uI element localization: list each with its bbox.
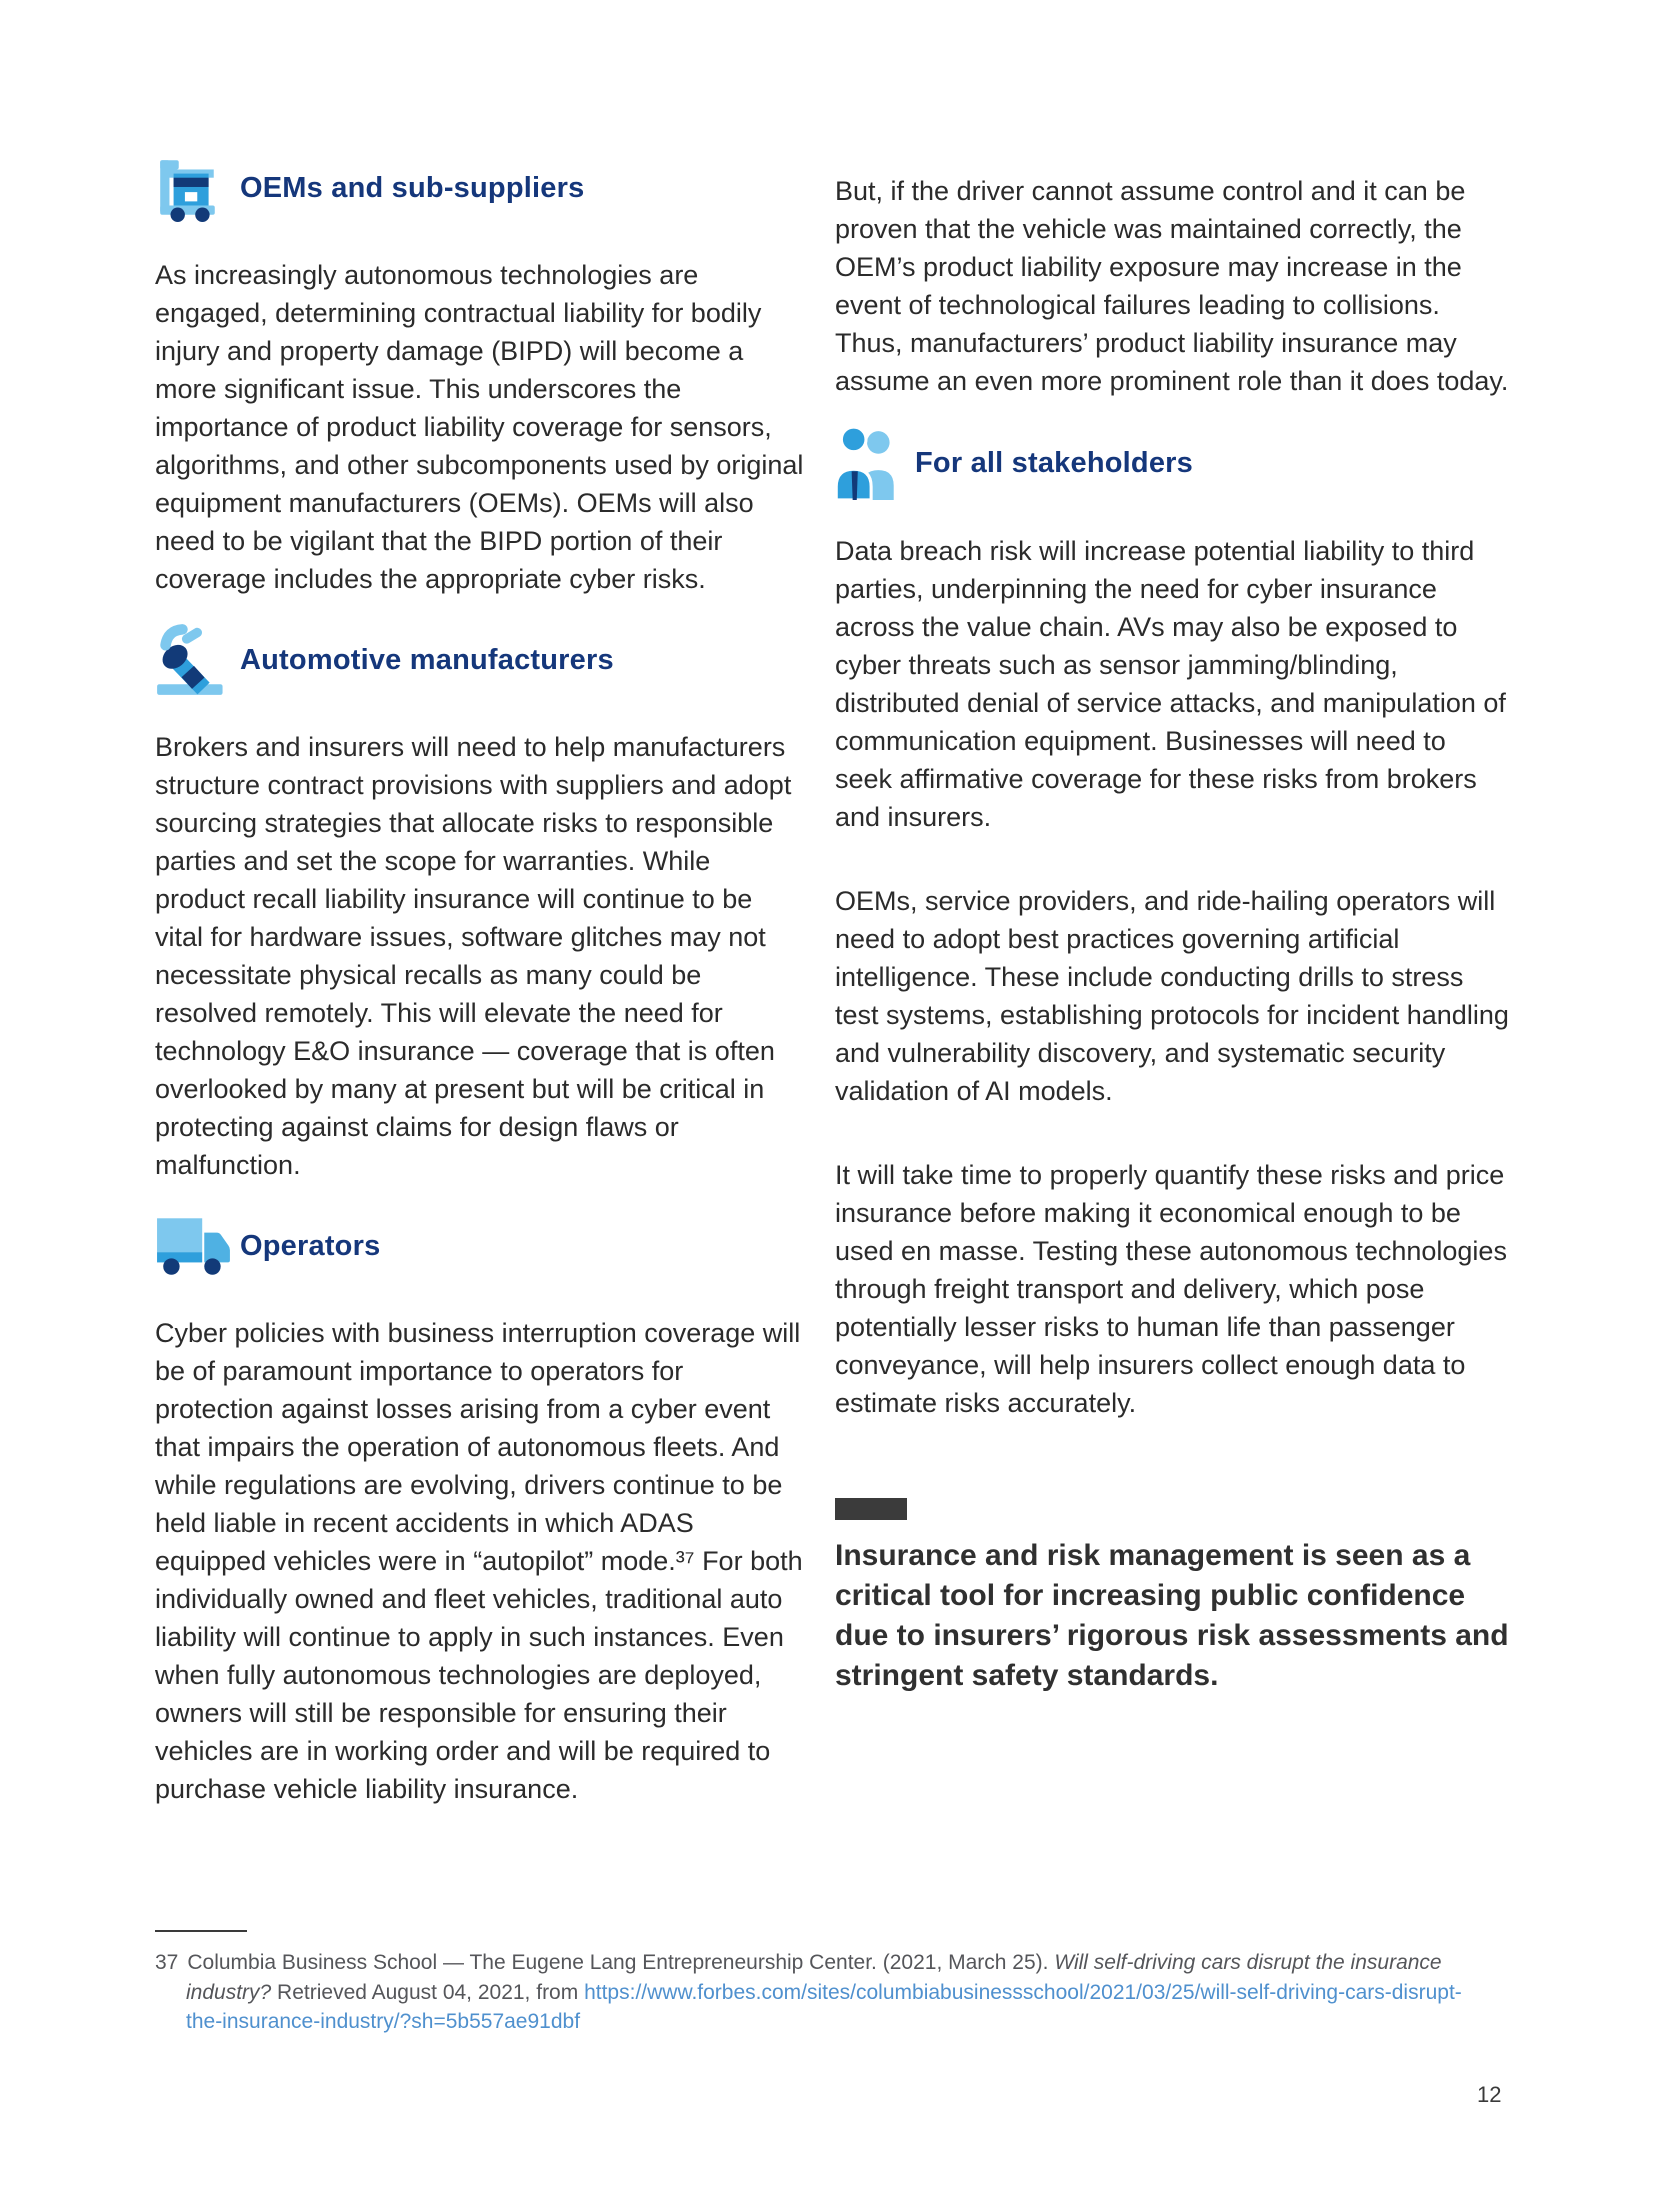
paragraph: Data breach risk will increase potential liability to third parties, underpinning the need for cyber insurance across the value chain. AVs may also be exposed to cyber threats such as sensor jamming/blinding, distributed denial of service attacks, and manipulation of communication equipment. Businesses will need to seek affirmative coverage for these risks from brokers and insurers. <box>835 536 1506 832</box>
section-title: OEMs and sub-suppliers <box>240 171 585 204</box>
section-header <box>155 150 805 226</box>
footnote-link[interactable]: https://www.forbes.com/sites/columbiabusinessschool/2021/03/25/will-self-driving-cars-disrupt-the-insurance-industry/?sh=5b557ae91dbf <box>186 1980 1462 2033</box>
delivery-truck-icon <box>155 1214 240 1278</box>
pull-quote-text: Insurance and risk management is seen as a critical tool for increasing public confidence due to insurers’ rigorous risk assessments and stringent safety standards. <box>835 1539 1509 1692</box>
paragraph: Brokers and insurers will need to help manufacturers structure contract provisions with suppliers and adopt sourcing strategies that allocate risks to responsible parties and set the scope for warranties. While product recall liability insurance will continue to be vital for hardware issues, software glitches may not necessitate physical recalls as many could be resolved remotely. This will elevate the need for technology E&O insurance — coverage that is often overlooked by many at present but will be critical in protecting against claims for design flaws or malfunction. <box>155 732 792 1180</box>
footnote-source-title: Will self-driving cars disrupt the insurance industry? <box>186 1951 1442 2004</box>
section-automotive-manufacturers <box>155 622 805 1184</box>
people-icon <box>835 424 915 502</box>
quote-accent-bar <box>835 1498 907 1520</box>
section-header <box>835 424 1510 502</box>
left-column <box>155 150 805 1808</box>
paragraph: It will take time to properly quantify these risks and price insurance before making it economical enough to be used en masse. Testing these autonomous technologies through freight transport and delivery, which pose potentially lesser risks to human life than passenger conveyance, will help insurers collect enough data to estimate risks accurately. <box>835 1160 1507 1418</box>
footnote-citation: Columbia Business School — The Eugene Lang Entrepreneurship Center. (2021, March 25). <box>187 1951 1055 1974</box>
footnote <box>155 1948 1470 2037</box>
section-oems-sub-suppliers <box>155 150 805 598</box>
footnote-retrieved-text: Retrieved August 04, 2021, from <box>271 1980 585 2004</box>
section-operators <box>155 1208 805 1808</box>
page-number: 12 <box>1477 2082 1502 2107</box>
hand-truck-icon <box>155 153 240 223</box>
paragraph: But, if the driver cannot assume control and it can be proven that the vehicle was maintained correctly, the OEM’s product liability exposure may increase in the event of technological failures leading to collisions. Thus, manufacturers’ product liability insurance may assume an even more prominent role than it does today. <box>835 176 1509 396</box>
section-header <box>155 622 805 698</box>
section-title: For all stakeholders <box>915 446 1193 479</box>
footnote-number: 37 <box>155 1951 179 1974</box>
footnote-divider <box>155 1930 247 1932</box>
section-for-all-stakeholders <box>835 424 1510 836</box>
paragraph: As increasingly autonomous technologies are engaged, determining contractual liability for bodily injury and property damage (BIPD) will become a more significant issue. This underscores the importance of product liability coverage for sensors, algorithms, and other subcomponents used by original equipment manufacturers (OEMs). OEMs will also need to be vigilant that the BIPD portion of their coverage includes the appropriate cyber risks. <box>155 260 804 594</box>
section-title: Automotive manufacturers <box>240 643 614 676</box>
paragraph: OEMs, service providers, and ride-hailing operators will need to adopt best practices governing artificial intelligence. These include conducting drills to stress test systems, establishing protocols for incident handling and vulnerability discovery, and systematic security validation of AI models. <box>835 886 1509 1106</box>
footnote-text <box>155 1948 1470 2037</box>
pull-quote <box>835 1498 1510 1696</box>
section-title: Operators <box>240 1229 381 1262</box>
section-header <box>155 1208 805 1284</box>
robot-arm-icon <box>155 622 240 698</box>
paragraph: Cyber policies with business interruption coverage will be of paramount importance to operators for protection against losses arising from a cyber event that impairs the operation of autonomous fleets. And while regulations are evolving, drivers continue to be held liable in recent accidents in which ADAS equipped vehicles were in “autopilot” mode.³⁷ For both individually owned and fleet vehicles, traditional auto liability will continue to apply in such instances. Even when fully autonomous technologies are deployed, owners will still be responsible for ensuring their vehicles are in working order and will be required to purchase vehicle liability insurance. <box>155 1318 803 1804</box>
right-column <box>835 150 1510 1696</box>
